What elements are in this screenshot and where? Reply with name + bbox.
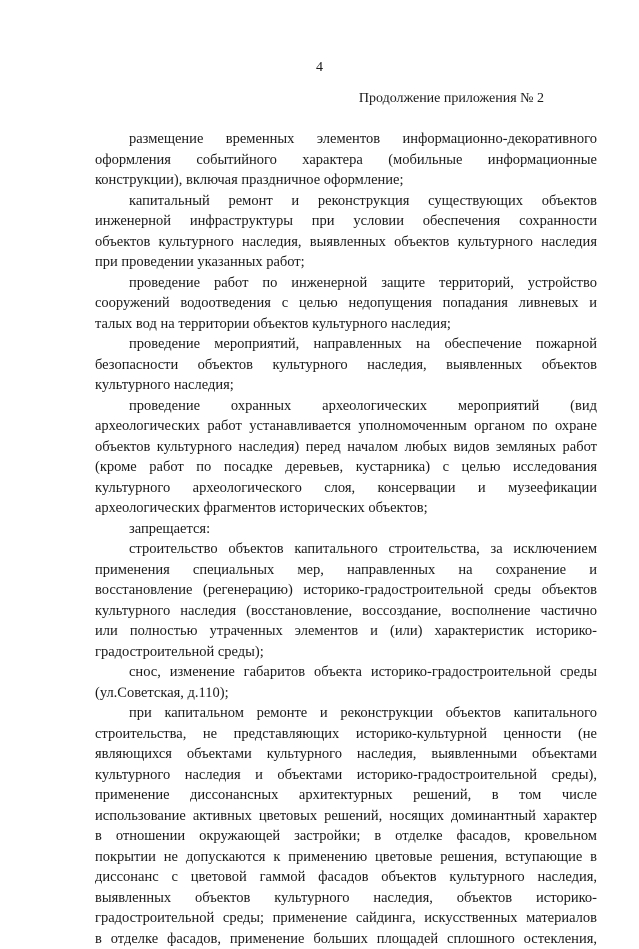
text-line: объектов культурного наследия, выявленных объектов культурного наследия xyxy=(95,232,597,253)
text-line: градостроительной среды); xyxy=(95,642,597,663)
appendix-heading: Продолжение приложения № 2 xyxy=(359,91,544,107)
text-line: (кроме работ по посадке деревьев, кустарника) с целью исследования xyxy=(95,457,597,478)
text-line: в отделке фасадов, применение больших площадей сплошного остекления, xyxy=(95,929,597,949)
text-line: проведение работ по инженерной защите территорий, устройство xyxy=(95,273,597,294)
page-number: 4 xyxy=(0,60,639,76)
text-line: строительства, не представляющих историко-культурной ценности (не xyxy=(95,724,597,745)
text-line: объектов культурного наследия) перед началом любых видов земляных работ xyxy=(95,437,597,458)
text-line: снос, изменение габаритов объекта историко-градостроительной среды xyxy=(95,662,597,683)
text-line: конструкции), включая праздничное оформление; xyxy=(95,170,597,191)
text-line: культурного наследия; xyxy=(95,375,597,396)
document-body xyxy=(95,129,597,949)
text-line: оформления событийного характера (мобильные информационные xyxy=(95,150,597,171)
text-line: безопасности объектов культурного наследия, выявленных объектов xyxy=(95,355,597,376)
text-line: при проведении указанных работ; xyxy=(95,252,597,273)
text-line: (ул.Советская, д.110); xyxy=(95,683,597,704)
text-line: культурного археологического слоя, консервации и музеефикации xyxy=(95,478,597,499)
text-line: запрещается: xyxy=(95,519,597,540)
text-line: строительство объектов капитального строительства, за исключением xyxy=(95,539,597,560)
text-line: восстановление (регенерацию) историко-градостроительной среды объектов xyxy=(95,580,597,601)
text-line: сооружений водоотведения с целью недопущения попадания ливневых и xyxy=(95,293,597,314)
text-line: или полностью утраченных элементов и (или) характеристик историко- xyxy=(95,621,597,642)
text-line: применение диссонансных архитектурных решений, в том числе xyxy=(95,785,597,806)
text-line: инженерной инфраструктуры при условии обеспечения сохранности xyxy=(95,211,597,232)
text-line: выявленных объектов культурного наследия, объектов историко- xyxy=(95,888,597,909)
text-line: талых вод на территории объектов культурного наследия; xyxy=(95,314,597,335)
text-line: при капитальном ремонте и реконструкции объектов капитального xyxy=(95,703,597,724)
text-line: диссонанс с цветовой гаммой фасадов объектов культурного наследия, xyxy=(95,867,597,888)
text-line: культурного наследия и объектами историко-градостроительной среды), xyxy=(95,765,597,786)
text-line: археологических фрагментов исторических объектов; xyxy=(95,498,597,519)
text-line: археологических работ устанавливается уполномоченным органом по охране xyxy=(95,416,597,437)
text-line: градостроительной среды; применение сайдинга, искусственных материалов xyxy=(95,908,597,929)
text-line: покрытии не допускаются к применению цветовые решения, вступающие в xyxy=(95,847,597,868)
text-line: размещение временных элементов информационно-декоративного xyxy=(95,129,597,150)
text-line: в отношении окружающей застройки; в отделке фасадов, кровельном xyxy=(95,826,597,847)
text-line: являющихся объектами культурного наследия, выявленными объектами xyxy=(95,744,597,765)
text-line: проведение охранных археологических мероприятий (вид xyxy=(95,396,597,417)
text-line: проведение мероприятий, направленных на обеспечение пожарной xyxy=(95,334,597,355)
text-line: использование активных цветовых решений, носящих доминантный характер xyxy=(95,806,597,827)
text-line: капитальный ремонт и реконструкция существующих объектов xyxy=(95,191,597,212)
text-line: применения специальных мер, направленных на сохранение и xyxy=(95,560,597,581)
text-line: культурного наследия (восстановление, воссоздание, восполнение частично xyxy=(95,601,597,622)
